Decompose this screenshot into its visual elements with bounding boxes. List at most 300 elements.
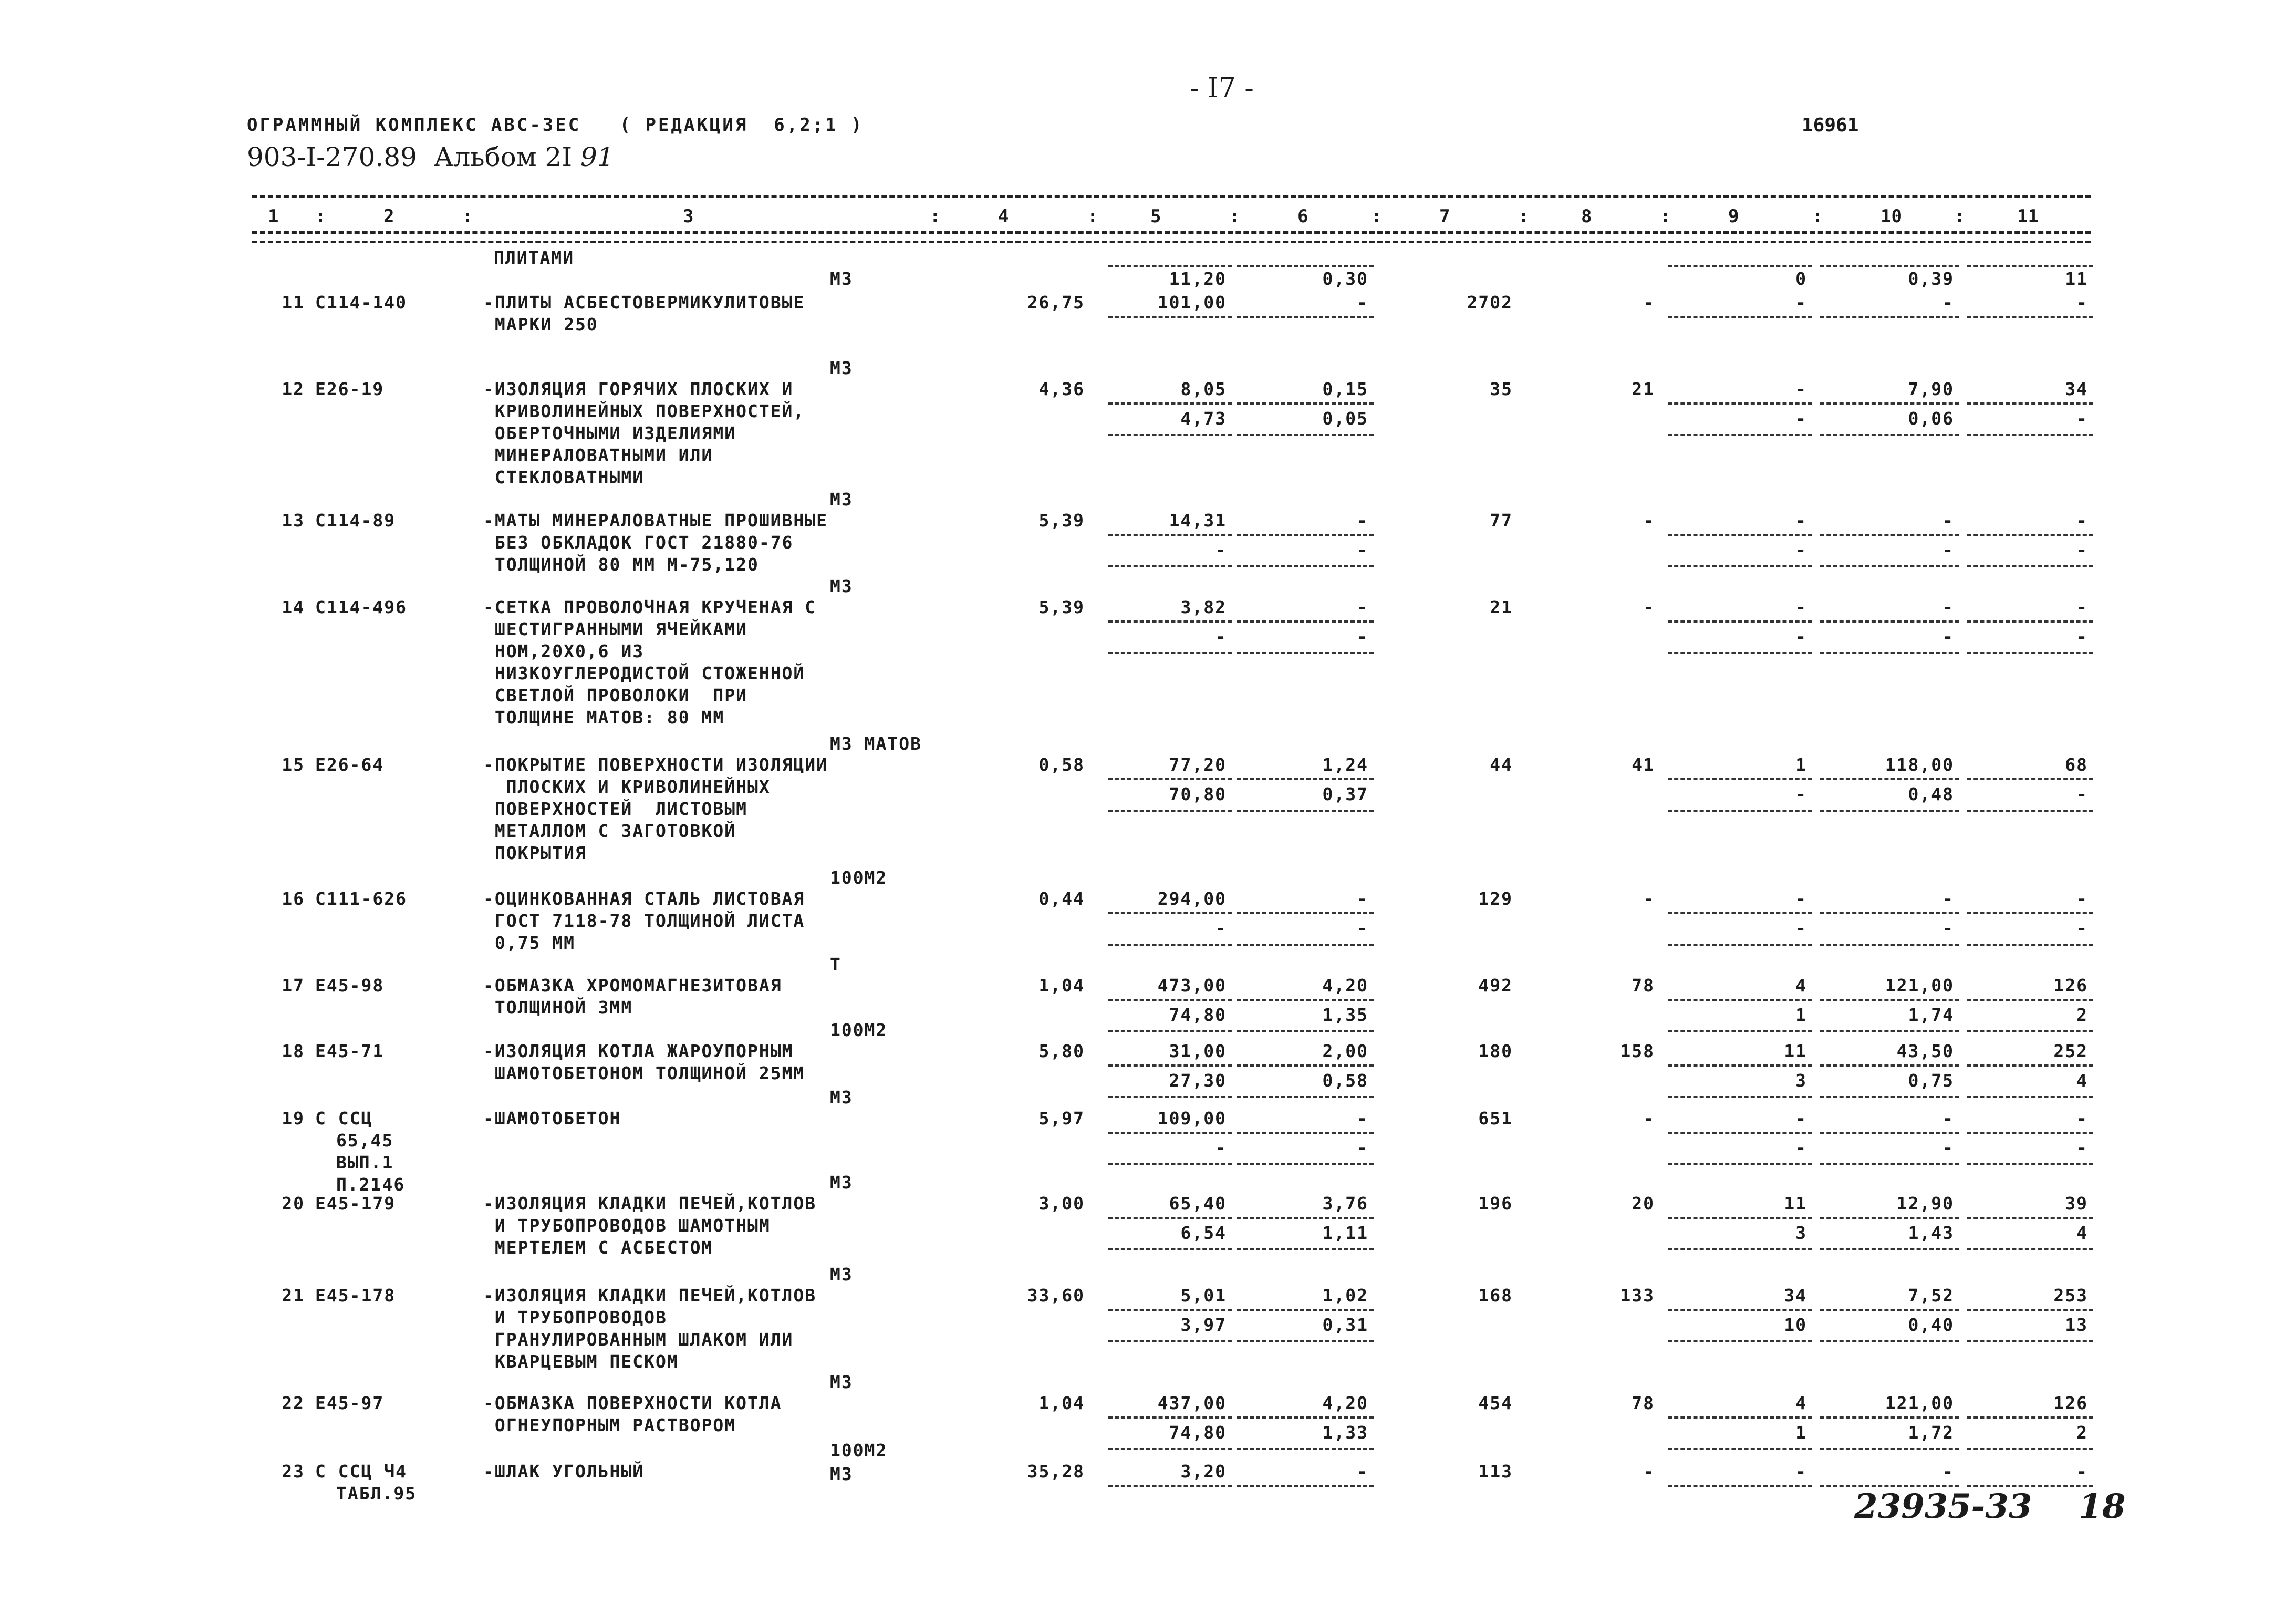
cell-divider — [1668, 1340, 1812, 1342]
cell-c11b: 2 — [2076, 1422, 2088, 1443]
cell-c11b: 4 — [2076, 1070, 2088, 1091]
cell-c9b: - — [1795, 1137, 1807, 1158]
cell-c6b: - — [1357, 540, 1368, 560]
cell-divider — [1668, 1096, 1812, 1098]
cell-c4: 1,04 — [1038, 1393, 1085, 1413]
cell-c9: - — [1795, 292, 1807, 313]
cell-c6: 2,00 — [1322, 1041, 1368, 1061]
unit-label: М3 — [830, 576, 853, 596]
cell-c6b: 0,37 — [1322, 784, 1368, 804]
cell-c9b: - — [1795, 626, 1807, 647]
row-number: 23 — [282, 1461, 305, 1482]
cell-divider — [1820, 778, 1959, 780]
description-text: -ИЗОЛЯЦИЯ КЛАДКИ ПЕЧЕЙ,КОТЛОВ — [483, 1285, 817, 1306]
cell-c6b: - — [1357, 626, 1368, 647]
column-separator: : — [315, 206, 326, 227]
description-text: ГОСТ 7118-78 ТОЛЩИНОЙ ЛИСТА — [483, 911, 805, 931]
column-header-10: 10 — [1881, 206, 1902, 227]
cell-divider — [1237, 565, 1374, 567]
cell-c11: - — [2076, 597, 2088, 617]
cell-divider — [1967, 912, 2093, 914]
cell-c9: - — [1795, 597, 1807, 617]
description-text: КРИВОЛИНЕЙНЫХ ПОВЕРХНОСТЕЙ, — [483, 401, 805, 421]
cell-c10b: 0,48 — [1908, 784, 1954, 804]
cell-divider — [1108, 1064, 1232, 1067]
cell-c4: 4,36 — [1038, 379, 1085, 399]
cell-divider — [1668, 652, 1812, 654]
document-code: 16961 — [1802, 115, 1859, 136]
description-text: -ПОКРЫТИЕ ПОВЕРХНОСТИ ИЗОЛЯЦИИ — [483, 754, 828, 775]
cell-c7: 492 — [1478, 975, 1513, 996]
cell-divider — [1668, 565, 1812, 567]
cell-c4: 33,60 — [1027, 1285, 1085, 1306]
row-number: 14 — [282, 597, 305, 617]
cell-c8: - — [1643, 1108, 1655, 1129]
cell-c6: - — [1357, 1108, 1368, 1129]
cell-c10: - — [1942, 292, 1954, 313]
cell-divider — [1108, 1132, 1232, 1134]
cell-c9: 11 — [1784, 1193, 1807, 1214]
cell-c7: 129 — [1478, 888, 1513, 909]
cell-c7: 651 — [1478, 1108, 1513, 1129]
column-header-9: 9 — [1728, 206, 1739, 227]
cell-divider — [1967, 778, 2093, 780]
cell-c11: 68 — [2065, 754, 2088, 775]
cell-divider — [1967, 810, 2093, 812]
unit-label: М3 — [830, 1087, 853, 1108]
unit-label: 100М2 — [830, 1440, 888, 1461]
cell-divider — [1237, 1064, 1374, 1067]
cell-c4: 5,97 — [1038, 1108, 1085, 1129]
description-text: -ИЗОЛЯЦИЯ КЛАДКИ ПЕЧЕЙ,КОТЛОВ — [483, 1193, 817, 1214]
cell-divider — [1108, 1163, 1232, 1165]
row-number: 12 — [282, 379, 305, 399]
norm-code: С114-140 — [315, 292, 407, 313]
cell-divider — [1668, 265, 1812, 267]
cell-c6: - — [1357, 510, 1368, 531]
cell-divider — [1820, 810, 1959, 812]
cell-c10b: - — [1942, 540, 1954, 560]
unit-label: М3 — [830, 1264, 853, 1285]
unit-label: 100М2 — [830, 867, 888, 888]
cell-c5: 31,00 — [1169, 1041, 1227, 1061]
header-bottom-rule — [252, 231, 2091, 234]
cell-divider — [1967, 1096, 2093, 1098]
cell-c10: 7,52 — [1908, 1285, 1954, 1306]
cell-c6b: 1,11 — [1322, 1223, 1368, 1243]
description-text: ШЕСТИГРАННЫМИ ЯЧЕЙКАМИ — [483, 619, 747, 639]
cell-divider — [1108, 1309, 1232, 1311]
unit-label: М3 — [830, 1172, 853, 1193]
cell-divider — [1108, 565, 1232, 567]
description-text: -ИЗОЛЯЦИЯ КОТЛА ЖАРОУПОРНЫМ — [483, 1041, 794, 1061]
column-header-3: 3 — [683, 206, 694, 227]
cell-c11b: - — [2076, 408, 2088, 429]
description-text: ОБЕРТОЧНЫМИ ИЗДЕЛИЯМИ — [483, 423, 736, 443]
cell-divider — [1668, 1064, 1812, 1067]
unit-label: Т — [830, 954, 841, 975]
cell-c4: 1,04 — [1038, 975, 1085, 996]
cell-c4: 5,80 — [1038, 1041, 1085, 1061]
cell-divider — [1237, 810, 1374, 812]
norm-code-extra: 65,45 — [336, 1130, 394, 1151]
norm-code: С111-626 — [315, 888, 407, 909]
cell-divider — [1108, 944, 1232, 946]
cell-c5b: 70,80 — [1169, 784, 1227, 804]
cell-divider — [1820, 316, 1959, 318]
cell-divider — [1820, 402, 1959, 405]
cell-divider — [1108, 1485, 1232, 1487]
cell-c9: - — [1795, 1461, 1807, 1482]
unit-label: 100М2 — [830, 1020, 888, 1040]
cell-c6b: 0,58 — [1322, 1070, 1368, 1091]
cell-divider — [1668, 316, 1812, 318]
cell-c9: 4 — [1795, 975, 1807, 996]
cell-divider — [1237, 999, 1374, 1001]
cell-divider — [1668, 1448, 1812, 1450]
cell-c5: 3,20 — [1180, 1461, 1227, 1482]
cell-divider — [1108, 1217, 1232, 1219]
cell-c7: 44 — [1490, 754, 1513, 775]
cell-divider — [1820, 1340, 1959, 1342]
cell-divider — [1237, 1030, 1374, 1032]
cell-divider — [1820, 620, 1959, 623]
column-separator: : — [1954, 206, 1965, 227]
column-separator: : — [1518, 206, 1529, 227]
description-text: -ОЦИНКОВАННАЯ СТАЛЬ ЛИСТОВАЯ — [483, 888, 805, 909]
cell-c11b: 13 — [2065, 1315, 2088, 1335]
cell-c10b: 0,06 — [1908, 408, 1954, 429]
cell-divider — [1820, 1132, 1959, 1134]
cell-divider — [1108, 778, 1232, 780]
cell-divider — [1668, 912, 1812, 914]
cell-divider — [1237, 1217, 1374, 1219]
row-number: 22 — [282, 1393, 305, 1413]
norm-code: Е45-71 — [315, 1041, 385, 1061]
cell-c10b: - — [1942, 1137, 1954, 1158]
cell-c9: - — [1795, 379, 1807, 399]
cell-c6: - — [1357, 292, 1368, 313]
cell-divider — [1967, 1448, 2093, 1450]
description-text: 0,75 ММ — [483, 933, 575, 953]
cell-c6b: - — [1357, 918, 1368, 938]
row-number: 19 — [282, 1108, 305, 1129]
cell-c5: 101,00 — [1157, 292, 1227, 313]
cell-c7: 168 — [1478, 1285, 1513, 1306]
cell-divider — [1668, 1416, 1812, 1419]
row-number: 21 — [282, 1285, 305, 1306]
cell-c6b: 0,30 — [1322, 268, 1368, 289]
cell-c9b: 1 — [1795, 1422, 1807, 1443]
norm-code-extra: ТАБЛ.95 — [336, 1483, 417, 1504]
cell-c8: - — [1643, 597, 1655, 617]
cell-c8: - — [1643, 292, 1655, 313]
cell-divider — [1668, 1030, 1812, 1032]
description-text: МЕРТЕЛЕМ С АСБЕСТОМ — [483, 1237, 713, 1258]
cell-divider — [1237, 402, 1374, 405]
cell-divider — [1237, 316, 1374, 318]
cell-c4: 5,39 — [1038, 510, 1085, 531]
cell-c10b: 1,43 — [1908, 1223, 1954, 1243]
cell-c6b: 0,31 — [1322, 1315, 1368, 1335]
cell-divider — [1820, 1064, 1959, 1067]
cell-c9b: 0 — [1795, 268, 1807, 289]
column-header-11: 11 — [2017, 206, 2039, 227]
cell-c7: 21 — [1490, 597, 1513, 617]
cell-c11: 126 — [2053, 975, 2088, 996]
cell-c10b: 1,72 — [1908, 1422, 1954, 1443]
cell-c5b: 4,73 — [1180, 408, 1227, 429]
cell-divider — [1967, 1309, 2093, 1311]
cell-divider — [1967, 620, 2093, 623]
cell-c8: 21 — [1632, 379, 1655, 399]
cell-divider — [1967, 944, 2093, 946]
cell-divider — [1668, 810, 1812, 812]
cell-c9: 34 — [1784, 1285, 1807, 1306]
cell-c5: 294,00 — [1157, 888, 1227, 909]
cell-divider — [1108, 1340, 1232, 1342]
cell-c5b: 11,20 — [1169, 268, 1227, 289]
cell-c9: - — [1795, 888, 1807, 909]
cell-c11: 126 — [2053, 1393, 2088, 1413]
cell-divider — [1820, 944, 1959, 946]
description-text: -ПЛИТЫ АСБЕСТОВЕРМИКУЛИТОВЫЕ — [483, 292, 805, 313]
norm-code-extra: П.2146 — [336, 1174, 406, 1195]
cell-c11b: - — [2076, 784, 2088, 804]
unit-label: М3 — [830, 489, 853, 510]
cell-divider — [1967, 652, 2093, 654]
cell-divider — [1108, 652, 1232, 654]
cell-c4: 26,75 — [1027, 292, 1085, 313]
cell-c6b: 1,35 — [1322, 1005, 1368, 1025]
cell-divider — [1967, 534, 2093, 536]
norm-code: С ССЦ — [315, 1108, 373, 1129]
cell-c9: - — [1795, 510, 1807, 531]
row-number: 17 — [282, 975, 305, 996]
description-text: КВАРЦЕВЫМ ПЕСКОМ — [483, 1351, 679, 1372]
cell-divider — [1108, 1030, 1232, 1032]
norm-code: Е45-97 — [315, 1393, 385, 1413]
cell-divider — [1820, 1248, 1959, 1250]
cell-c11: 253 — [2053, 1285, 2088, 1306]
description-text: И ТРУБОПРОВОДОВ — [483, 1307, 667, 1328]
column-separator: : — [1371, 206, 1382, 227]
cell-c10: - — [1942, 1461, 1954, 1482]
norm-code: Е26-64 — [315, 754, 385, 775]
cell-divider — [1820, 1163, 1959, 1165]
description-text: БЕЗ ОБКЛАДОК ГОСТ 21880-76 — [483, 532, 794, 553]
description-text: ШАМОТОБЕТОНОМ ТОЛЩИНОЙ 25ММ — [483, 1063, 805, 1083]
cell-c10: - — [1942, 597, 1954, 617]
cell-divider — [1820, 999, 1959, 1001]
doc-number: 23935-33 — [1854, 1487, 2032, 1526]
column-separator: : — [1087, 206, 1098, 227]
cell-divider — [1237, 1132, 1374, 1134]
description-text: -ОБМАЗКА ХРОМОМАГНЕЗИТОВАЯ — [483, 975, 782, 996]
cell-c10: 43,50 — [1896, 1041, 1954, 1061]
cell-divider — [1668, 1217, 1812, 1219]
cell-c11: - — [2076, 510, 2088, 531]
description-text: НИЗКОУГЛЕРОДИСТОЙ СТОЖЕННОЙ — [483, 663, 805, 684]
cell-c9b: - — [1795, 540, 1807, 560]
cell-c8: 133 — [1620, 1285, 1655, 1306]
sheet-number: 18 — [2079, 1487, 2126, 1526]
norm-code: С ССЦ Ч4 — [315, 1461, 407, 1482]
cell-divider — [1237, 778, 1374, 780]
cell-c5: 3,82 — [1180, 597, 1227, 617]
cell-c6: - — [1357, 597, 1368, 617]
column-header-8: 8 — [1581, 206, 1592, 227]
cell-c10: 118,00 — [1885, 754, 1954, 775]
unit-label: М3 — [830, 1372, 853, 1392]
cell-c7: 113 — [1478, 1461, 1513, 1482]
column-header-6: 6 — [1297, 206, 1308, 227]
row-number: 16 — [282, 888, 305, 909]
cell-c11b: - — [2076, 1137, 2088, 1158]
cell-divider — [1237, 944, 1374, 946]
cell-c9b: 1 — [1795, 1005, 1807, 1025]
cell-c8: 158 — [1620, 1041, 1655, 1061]
cell-c6b: 0,05 — [1322, 408, 1368, 429]
cell-divider — [1108, 1448, 1232, 1450]
header-bottom-rule-2 — [252, 241, 2091, 243]
cell-c5: 109,00 — [1157, 1108, 1227, 1129]
cell-divider — [1668, 999, 1812, 1001]
cell-c11b: 11 — [2065, 268, 2088, 289]
description-text: СВЕТЛОЙ ПРОВОЛОКИ ПРИ — [483, 685, 747, 706]
cell-divider — [1967, 1163, 2093, 1165]
cell-c9b: - — [1795, 408, 1807, 429]
cell-divider — [1967, 1217, 2093, 1219]
cell-c11b: 2 — [2076, 1005, 2088, 1025]
cell-c5b: - — [1215, 540, 1227, 560]
cell-c11b: - — [2076, 540, 2088, 560]
cell-c9b: 3 — [1795, 1223, 1807, 1243]
description-text: ПЛОСКИХ И КРИВОЛИНЕЙНЫХ — [483, 777, 771, 797]
cell-divider — [1237, 1096, 1374, 1098]
cell-c11: 252 — [2053, 1041, 2088, 1061]
cell-c5b: 6,54 — [1180, 1223, 1227, 1243]
cell-c5: 437,00 — [1157, 1393, 1227, 1413]
table-top-rule — [252, 195, 2091, 198]
cell-c10: 121,00 — [1885, 1393, 1954, 1413]
cell-c8: - — [1643, 1461, 1655, 1482]
column-header-2: 2 — [383, 206, 394, 227]
cell-c5b: 3,97 — [1180, 1315, 1227, 1335]
cell-c6: 4,20 — [1322, 975, 1368, 996]
row-number: 11 — [282, 292, 305, 313]
cell-divider — [1967, 1340, 2093, 1342]
cell-divider — [1237, 1448, 1374, 1450]
column-separator: : — [930, 206, 941, 227]
cell-divider — [1967, 1064, 2093, 1067]
cell-divider — [1967, 1030, 2093, 1032]
cell-c5: 473,00 — [1157, 975, 1227, 996]
cell-divider — [1108, 534, 1232, 536]
cell-c9b: - — [1795, 784, 1807, 804]
cell-divider — [1237, 1340, 1374, 1342]
cell-divider — [1237, 434, 1374, 436]
cell-c10b: - — [1942, 918, 1954, 938]
cell-c5: 5,01 — [1180, 1285, 1227, 1306]
cell-divider — [1820, 1030, 1959, 1032]
cell-divider — [1108, 999, 1232, 1001]
cell-divider — [1108, 434, 1232, 436]
cell-divider — [1820, 265, 1959, 267]
cell-c5b: 74,80 — [1169, 1005, 1227, 1025]
cell-c9: 1 — [1795, 754, 1807, 775]
cell-c5b: 27,30 — [1169, 1070, 1227, 1091]
row-number: 15 — [282, 754, 305, 775]
column-header-4: 4 — [998, 206, 1009, 227]
project-text: 903-I-270.89 Альбом 2I — [247, 142, 573, 172]
cell-c10: 12,90 — [1896, 1193, 1954, 1214]
cell-divider — [1668, 778, 1812, 780]
cell-c10: - — [1942, 510, 1954, 531]
cell-c6: - — [1357, 1461, 1368, 1482]
cell-divider — [1237, 1416, 1374, 1419]
cell-divider — [1820, 1096, 1959, 1098]
norm-code-extra: ВЫП.1 — [336, 1152, 394, 1173]
page-number: - I7 - — [1190, 73, 1254, 104]
row-number: 18 — [282, 1041, 305, 1061]
norm-code: Е45-178 — [315, 1285, 396, 1306]
cell-divider — [1967, 265, 2093, 267]
cell-c8: - — [1643, 510, 1655, 531]
cell-c5: 65,40 — [1169, 1193, 1227, 1214]
cell-divider — [1967, 316, 2093, 318]
cell-divider — [1668, 1132, 1812, 1134]
description-text: ОГНЕУПОРНЫМ РАСТВОРОМ — [483, 1415, 736, 1435]
cell-c10b: - — [1942, 626, 1954, 647]
cell-divider — [1108, 316, 1232, 318]
cell-divider — [1237, 1309, 1374, 1311]
cell-c9: 11 — [1784, 1041, 1807, 1061]
cell-c5b: 74,80 — [1169, 1422, 1227, 1443]
cell-divider — [1820, 912, 1959, 914]
cell-c9: - — [1795, 1108, 1807, 1129]
cell-c9b: - — [1795, 918, 1807, 938]
cell-c5: 77,20 — [1169, 754, 1227, 775]
cell-divider — [1967, 565, 2093, 567]
description-text: ПЛИТАМИ — [494, 247, 575, 268]
norm-code: Е45-179 — [315, 1193, 396, 1214]
description-text: НОМ,20Х0,6 ИЗ — [483, 641, 645, 661]
cell-divider — [1108, 1416, 1232, 1419]
description-text: ПОВЕРХНОСТЕЙ ЛИСТОВЫМ — [483, 799, 747, 819]
description-text: МАРКИ 250 — [483, 314, 598, 335]
footer-stamp — [1854, 1487, 2125, 1526]
cell-c7: 196 — [1478, 1193, 1513, 1214]
cell-divider — [1237, 620, 1374, 623]
program-header: ОГРАММНЫЙ КОМПЛЕКС АВС-ЗЕС ( РЕДАКЦИЯ 6,2;1 ) — [247, 115, 864, 136]
cell-divider — [1237, 912, 1374, 914]
cell-divider — [1108, 1248, 1232, 1250]
description-text: ПОКРЫТИЯ — [483, 843, 587, 863]
cell-divider — [1237, 652, 1374, 654]
cell-c4: 0,58 — [1038, 754, 1085, 775]
description-text: ТОЛЩИНОЙ 80 ММ М-75,120 — [483, 554, 759, 575]
cell-c10b: 0,40 — [1908, 1315, 1954, 1335]
description-text: И ТРУБОПРОВОДОВ ШАМОТНЫМ — [483, 1215, 771, 1236]
cell-c4: 3,00 — [1038, 1193, 1085, 1214]
cell-divider — [1820, 1416, 1959, 1419]
cell-c11: 34 — [2065, 379, 2088, 399]
cell-c6b: - — [1357, 1137, 1368, 1158]
cell-c5: 8,05 — [1180, 379, 1227, 399]
norm-code: С114-496 — [315, 597, 407, 617]
cell-c11b: - — [2076, 918, 2088, 938]
